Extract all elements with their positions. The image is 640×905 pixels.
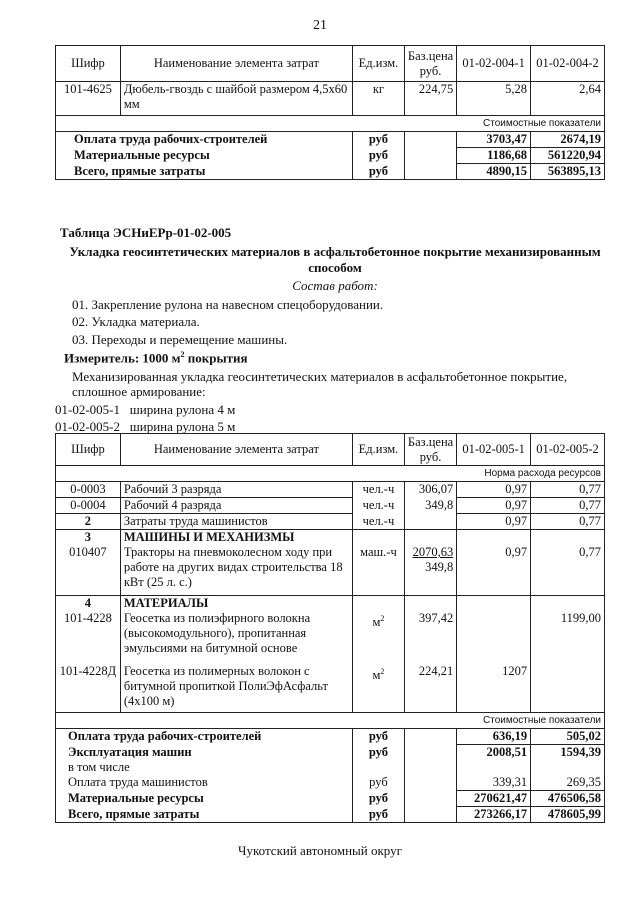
price-bottom: 349,8 <box>425 560 454 574</box>
header-name: Наименование элемента затрат <box>120 46 352 82</box>
resource-table <box>55 433 605 823</box>
page-number: 21 <box>313 18 327 33</box>
description-line2: сплошное армирование: <box>72 384 206 399</box>
row-price: 397,42 <box>404 611 456 660</box>
cost-header: Стоимостные показатели <box>56 713 605 729</box>
total-v2: 1594,39 <box>531 745 605 761</box>
total-row <box>56 729 605 745</box>
table-row <box>56 498 605 514</box>
total-name: Оплата труда рабочих-строителей <box>56 132 353 148</box>
table-row <box>56 482 605 498</box>
row-name: Геосетка из полиэфирного волокна (высокомодульного), пропитанная эмульсиями на битумной основе <box>120 611 352 660</box>
row-name: Геосетка из полимерных волокон с битумной пропиткой ПолиЭфАсфальт (4x100 м) <box>120 660 352 713</box>
row-code: 0-0003 <box>56 482 121 498</box>
step-item: 01. Закрепление рулона на навесном спецоборудовании. <box>72 297 384 312</box>
section-code: 3 <box>56 530 121 546</box>
table-row <box>56 514 605 530</box>
total-v1: 3703,47 <box>457 132 531 148</box>
total-v1: 339,31 <box>457 775 531 791</box>
total-name: в том числе <box>56 760 353 775</box>
row-v1 <box>457 611 531 660</box>
total-name: Материальные ресурсы <box>56 148 353 164</box>
total-v1: 4890,15 <box>457 164 531 180</box>
total-unit: руб <box>352 148 404 164</box>
total-v1: 636,19 <box>457 729 531 745</box>
total-v2: 563895,13 <box>531 164 605 180</box>
measure-label: Измеритель: 1000 м <box>64 350 181 366</box>
section-row <box>56 595 605 611</box>
table-row <box>56 545 605 595</box>
row-code: 101-4228Д <box>56 660 121 713</box>
norm-header: Норма расхода ресурсов <box>56 466 605 482</box>
total-v1: 2008,51 <box>457 745 531 761</box>
table-title: Таблица ЭСНиЕРр-01-02-005 <box>60 225 232 240</box>
row-v2: 0,77 <box>531 514 605 530</box>
row-name: Тракторы на пневмоколесном ходу при работе на других видах строительства 18 кВт (25 л. с.) <box>120 545 352 595</box>
total-v1: 1186,68 <box>457 148 531 164</box>
total-row <box>56 745 605 761</box>
header-unit: Ед.изм. <box>352 46 404 82</box>
measure-sup: 2 <box>180 350 185 359</box>
total-v1: 270621,47 <box>457 791 531 807</box>
row-v1: 1207 <box>457 660 531 713</box>
row-unit: $м^2$ <box>352 660 404 713</box>
header-price: Баз.цена руб. <box>404 434 456 466</box>
total-row <box>56 164 605 180</box>
cost-header-row <box>56 713 605 729</box>
variant-item <box>55 402 235 418</box>
row-price <box>404 545 456 595</box>
total-v2: 561220,94 <box>531 148 605 164</box>
section-row <box>56 530 605 546</box>
row-code: 101-4625 <box>56 82 121 116</box>
row-v2: 0,77 <box>531 482 605 498</box>
total-v2: 269,35 <box>531 775 605 791</box>
total-unit: руб <box>352 164 404 180</box>
measure-suffix: покрытия <box>184 350 248 366</box>
section-heading-line1: Укладка геосинтетических материалов в асфальтобетонное покрытие механизированным <box>69 244 601 259</box>
row-v1: 0,97 <box>457 545 531 595</box>
total-unit: руб <box>352 775 404 791</box>
row-price: 349,8 <box>404 498 456 514</box>
total-v1: 273266,17 <box>457 807 531 823</box>
variant-code: 01-02-005-1 <box>55 402 120 417</box>
page-footer: Чукотский автономный округ <box>238 843 402 858</box>
row-unit: чел.-ч <box>352 514 404 530</box>
total-row <box>56 791 605 807</box>
header-name: Наименование элемента затрат <box>120 434 352 466</box>
step-item: 03. Переходы и перемещение машины. <box>72 332 288 347</box>
norm-header-row <box>56 466 605 482</box>
row-name: Затраты труда машинистов <box>120 514 352 530</box>
variant-text: ширина рулона 5 м <box>129 419 236 434</box>
header-v2: 01-02-004-2 <box>531 46 605 82</box>
section-heading-line2: способом <box>308 260 362 275</box>
total-name: Оплата труда рабочих-строителей <box>56 729 353 745</box>
row-unit: чел.-ч <box>352 498 404 514</box>
cost-header: Стоимостные показатели <box>56 116 605 132</box>
total-unit: руб <box>352 132 404 148</box>
total-unit: руб <box>352 807 404 823</box>
section-name: МАШИНЫ И МЕХАНИЗМЫ <box>120 530 352 546</box>
row-v2: 0,77 <box>531 545 605 595</box>
row-code: 0-0004 <box>56 498 121 514</box>
total-name: Эксплуатация машин <box>56 745 353 761</box>
row-unit: $м^2$ <box>352 611 404 660</box>
row-v2 <box>531 660 605 713</box>
total-row <box>56 760 605 775</box>
row-name: Рабочий 4 разряда <box>120 498 352 514</box>
row-v2: 1199,00 <box>531 611 605 660</box>
row-v2: 0,77 <box>531 498 605 514</box>
total-name: Оплата труда машинистов <box>56 775 353 791</box>
row-unit: кг <box>352 82 404 116</box>
total-unit: руб <box>352 729 404 745</box>
table-row <box>56 82 605 116</box>
row-price: 224,21 <box>404 660 456 713</box>
row-unit: маш.-ч <box>352 545 404 595</box>
row-code: 2 <box>56 514 121 530</box>
total-unit: руб <box>352 791 404 807</box>
header-v2: 01-02-005-2 <box>531 434 605 466</box>
measure-line <box>64 350 248 366</box>
row-code: 010407 <box>56 545 121 595</box>
row-v2: 2,64 <box>531 82 605 116</box>
total-name: Материальные ресурсы <box>56 791 353 807</box>
step-item: 02. Укладка материала. <box>72 314 200 329</box>
total-name: Всего, прямые затраты <box>56 164 353 180</box>
total-v2: 476506,58 <box>531 791 605 807</box>
row-name: Рабочий 3 разряда <box>120 482 352 498</box>
row-name: Дюбель-гвоздь с шайбой размером 4,5x60 мм <box>120 82 352 116</box>
total-row <box>56 148 605 164</box>
total-unit: руб <box>352 745 404 761</box>
section-name: МАТЕРИАЛЫ <box>120 595 352 611</box>
total-v2: 505,02 <box>531 729 605 745</box>
table-header-row <box>56 46 605 82</box>
row-v1: 5,28 <box>457 82 531 116</box>
total-row <box>56 807 605 823</box>
row-price: 306,07 <box>404 482 456 498</box>
cost-header-row <box>56 116 605 132</box>
row-v1: 0,97 <box>457 498 531 514</box>
header-v1: 01-02-005-1 <box>457 434 531 466</box>
header-code: Шифр <box>56 434 121 466</box>
row-price: 224,75 <box>404 82 456 116</box>
total-row <box>56 775 605 791</box>
header-v1: 01-02-004-1 <box>457 46 531 82</box>
header-price: Баз.цена руб. <box>404 46 456 82</box>
variant-text: ширина рулона 4 м <box>129 402 236 417</box>
total-v2: 2674,19 <box>531 132 605 148</box>
section-code: 4 <box>56 595 121 611</box>
header-unit: Ед.изм. <box>352 434 404 466</box>
row-v1: 0,97 <box>457 482 531 498</box>
total-v2: 478605,99 <box>531 807 605 823</box>
description-line1: Механизированная укладка геосинтетических материалов в асфальтобетонное покрытие, <box>72 369 568 384</box>
table-header-row <box>56 434 605 466</box>
total-row <box>56 132 605 148</box>
header-code: Шифр <box>56 46 121 82</box>
variant-code: 01-02-005-2 <box>55 419 120 434</box>
row-unit: чел.-ч <box>352 482 404 498</box>
cost-table-1 <box>55 45 605 180</box>
total-name: Всего, прямые затраты <box>56 807 353 823</box>
price-top: 2070,63 <box>412 545 454 559</box>
row-code: 101-4228 <box>56 611 121 660</box>
row-v1: 0,97 <box>457 514 531 530</box>
table-row <box>56 660 605 713</box>
composition-title: Состав работ: <box>292 278 378 293</box>
table-row <box>56 611 605 660</box>
